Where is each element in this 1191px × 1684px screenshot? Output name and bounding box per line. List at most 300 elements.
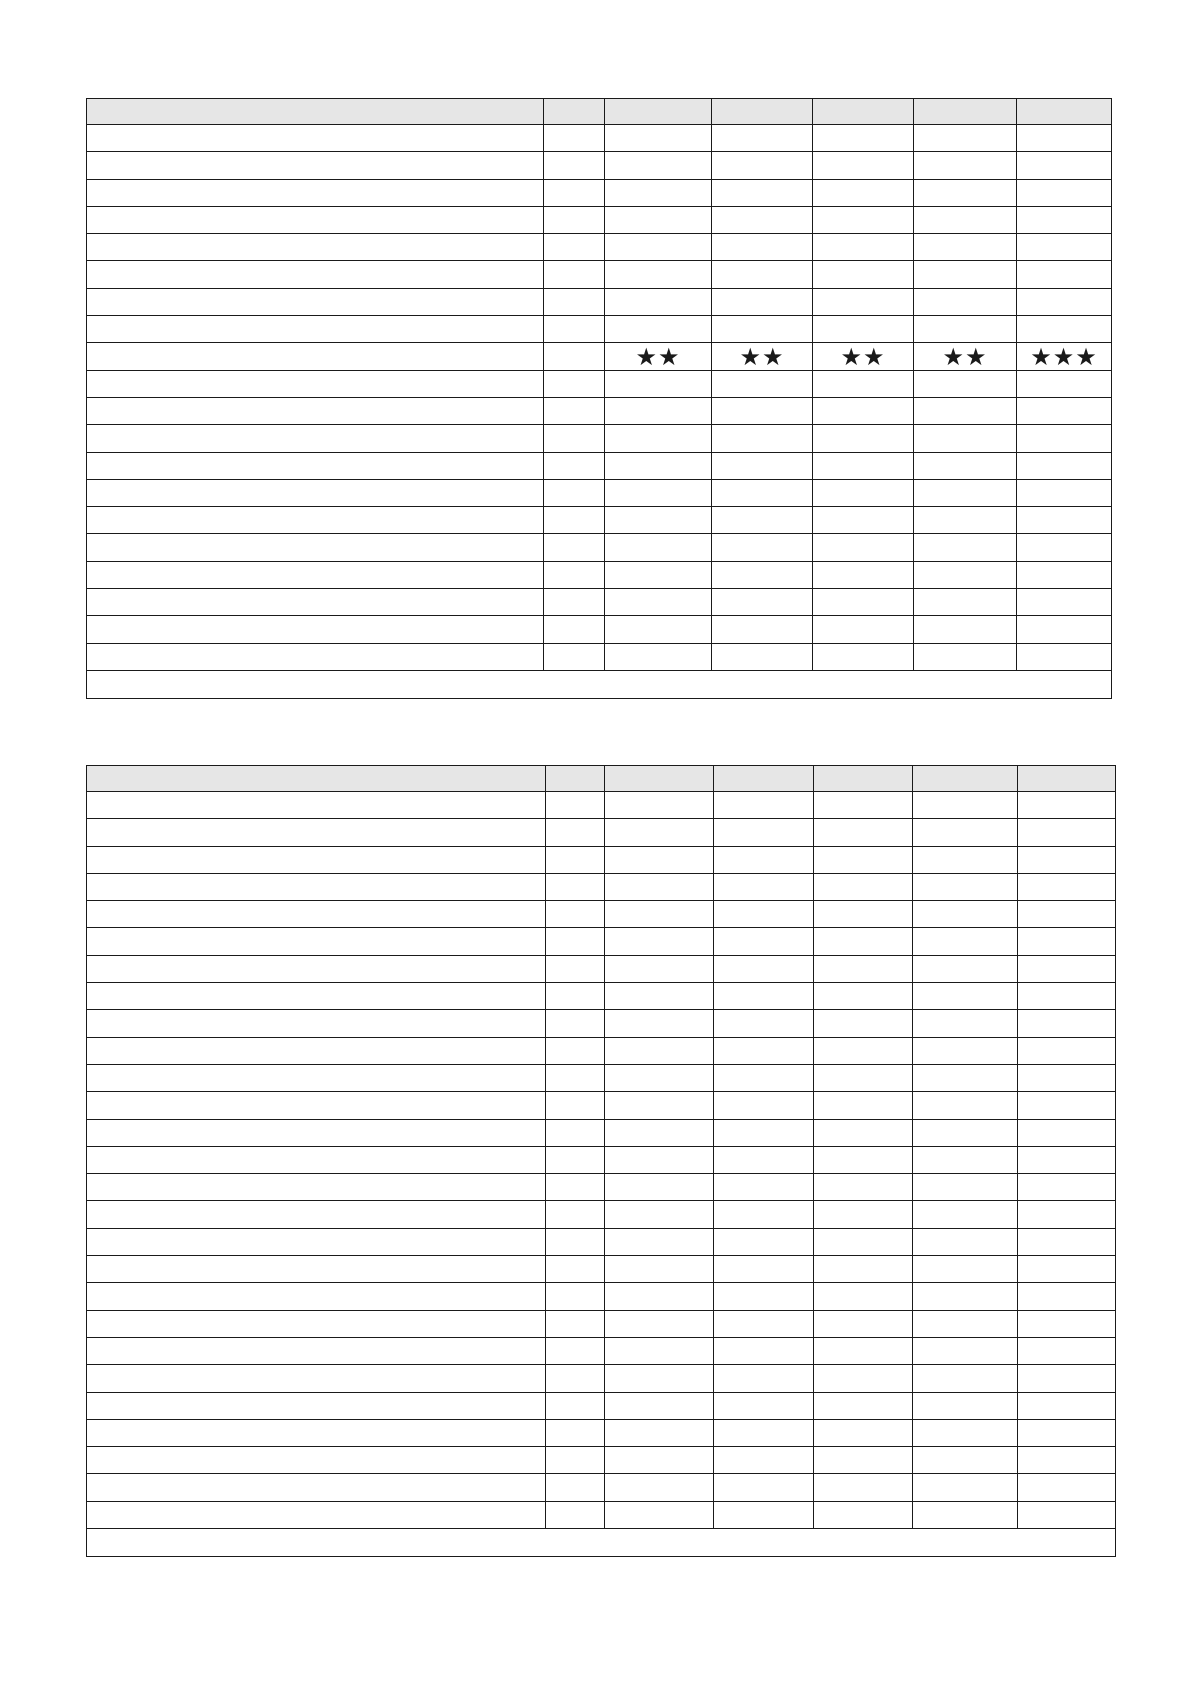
table-cell[interactable]	[605, 901, 714, 928]
table-cell[interactable]	[813, 616, 914, 643]
table-cell[interactable]	[87, 234, 544, 261]
table-cell[interactable]	[714, 1174, 814, 1201]
table-cell[interactable]	[814, 1174, 913, 1201]
table-cell[interactable]	[605, 955, 714, 982]
table-cell[interactable]	[546, 1310, 605, 1337]
table-cell[interactable]	[914, 616, 1017, 643]
table-cell[interactable]	[914, 589, 1017, 616]
table-cell[interactable]	[714, 1119, 814, 1146]
table-cell[interactable]	[87, 1010, 546, 1037]
table-cell[interactable]	[544, 561, 605, 588]
table-cell[interactable]	[814, 1474, 913, 1501]
table-cell[interactable]	[814, 1283, 913, 1310]
table-cell[interactable]	[714, 1337, 814, 1364]
table-cell[interactable]	[813, 343, 914, 370]
table-cell[interactable]	[605, 1228, 714, 1255]
table-cell[interactable]	[714, 1146, 814, 1173]
table-cell[interactable]	[1018, 819, 1116, 846]
table-cell[interactable]	[1018, 1392, 1116, 1419]
table-cell[interactable]	[714, 983, 814, 1010]
table-cell[interactable]	[544, 261, 605, 288]
table-cell[interactable]	[87, 1174, 546, 1201]
table-cell[interactable]	[605, 873, 714, 900]
table-cell[interactable]	[714, 1419, 814, 1446]
table-cell[interactable]	[605, 125, 712, 152]
table-cell[interactable]	[87, 561, 544, 588]
table-cell[interactable]	[714, 1228, 814, 1255]
table-cell[interactable]	[913, 1010, 1018, 1037]
table-cell[interactable]	[914, 316, 1017, 343]
table-cell[interactable]	[914, 288, 1017, 315]
table-cell[interactable]	[605, 234, 712, 261]
table-cell[interactable]	[605, 1447, 714, 1474]
table-cell[interactable]	[546, 1501, 605, 1528]
table-cell[interactable]	[544, 534, 605, 561]
table-cell[interactable]	[1018, 1119, 1116, 1146]
table-cell[interactable]	[914, 261, 1017, 288]
table-cell[interactable]	[913, 1037, 1018, 1064]
table-cell[interactable]	[87, 1256, 546, 1283]
table-cell[interactable]	[605, 261, 712, 288]
table-cell[interactable]	[814, 1037, 913, 1064]
table-cell[interactable]	[544, 370, 605, 397]
footer-cell[interactable]	[87, 1529, 1116, 1557]
table-cell[interactable]	[913, 1501, 1018, 1528]
table-cell[interactable]	[544, 452, 605, 479]
table-cell[interactable]	[913, 1337, 1018, 1364]
table-cell[interactable]	[714, 873, 814, 900]
table-cell[interactable]	[913, 819, 1018, 846]
table-cell[interactable]	[913, 1201, 1018, 1228]
table-cell[interactable]	[1017, 397, 1112, 424]
table-cell[interactable]	[813, 397, 914, 424]
table-cell[interactable]	[87, 1310, 546, 1337]
table-cell[interactable]	[605, 370, 712, 397]
table-cell[interactable]	[87, 1201, 546, 1228]
table-cell[interactable]	[913, 901, 1018, 928]
table-cell[interactable]	[814, 1228, 913, 1255]
table-cell[interactable]	[87, 928, 546, 955]
table-cell[interactable]	[914, 534, 1017, 561]
table-cell[interactable]	[712, 616, 813, 643]
table-cell[interactable]	[1018, 1283, 1116, 1310]
table-cell[interactable]	[87, 1064, 546, 1091]
table-cell[interactable]	[914, 125, 1017, 152]
table-cell[interactable]	[1018, 1337, 1116, 1364]
table-cell[interactable]	[913, 1228, 1018, 1255]
table-cell[interactable]	[714, 846, 814, 873]
table-cell[interactable]	[1018, 1419, 1116, 1446]
table-cell[interactable]	[1018, 1010, 1116, 1037]
table-cell[interactable]	[605, 643, 712, 670]
table-cell[interactable]	[546, 1283, 605, 1310]
table-cell[interactable]	[813, 316, 914, 343]
table-cell[interactable]	[87, 370, 544, 397]
table-cell[interactable]	[712, 152, 813, 179]
table-cell[interactable]	[87, 1501, 546, 1528]
table-cell[interactable]	[914, 643, 1017, 670]
table-cell[interactable]	[913, 1447, 1018, 1474]
table-cell[interactable]	[813, 507, 914, 534]
table-cell[interactable]	[87, 316, 544, 343]
table-cell[interactable]	[605, 534, 712, 561]
table-cell[interactable]	[87, 1419, 546, 1446]
table-cell[interactable]	[814, 1310, 913, 1337]
table-cell[interactable]	[1018, 1501, 1116, 1528]
table-cell[interactable]	[813, 643, 914, 670]
table-cell[interactable]	[544, 643, 605, 670]
table-cell[interactable]	[87, 1146, 546, 1173]
table-cell[interactable]	[1018, 792, 1116, 819]
table-cell[interactable]	[1018, 1228, 1116, 1255]
table-cell[interactable]	[87, 288, 544, 315]
table-cell[interactable]	[1017, 479, 1112, 506]
table-cell[interactable]	[813, 534, 914, 561]
table-cell[interactable]	[605, 819, 714, 846]
table-cell[interactable]	[605, 397, 712, 424]
table-cell[interactable]	[914, 152, 1017, 179]
table-cell[interactable]	[913, 1310, 1018, 1337]
table-cell[interactable]	[605, 152, 712, 179]
table-cell[interactable]	[1018, 873, 1116, 900]
table-cell[interactable]	[87, 873, 546, 900]
table-cell[interactable]	[605, 1310, 714, 1337]
table-cell[interactable]	[605, 616, 712, 643]
table-cell[interactable]	[605, 343, 712, 370]
table-cell[interactable]	[546, 1201, 605, 1228]
table-cell[interactable]	[1017, 316, 1112, 343]
table-cell[interactable]	[87, 206, 544, 233]
table-cell[interactable]	[1017, 206, 1112, 233]
table-cell[interactable]	[913, 1146, 1018, 1173]
table-cell[interactable]	[546, 1037, 605, 1064]
table-cell[interactable]	[546, 901, 605, 928]
table-cell[interactable]	[87, 792, 546, 819]
table-cell[interactable]	[913, 1064, 1018, 1091]
table-cell[interactable]	[87, 1474, 546, 1501]
table-cell[interactable]	[546, 1064, 605, 1091]
table-cell[interactable]	[605, 589, 712, 616]
table-cell[interactable]	[1018, 1474, 1116, 1501]
table-cell[interactable]	[544, 206, 605, 233]
table-cell[interactable]	[87, 643, 544, 670]
table-cell[interactable]	[814, 819, 913, 846]
table-cell[interactable]	[913, 792, 1018, 819]
table-cell[interactable]	[714, 901, 814, 928]
table-cell[interactable]	[1017, 370, 1112, 397]
table-cell[interactable]	[544, 616, 605, 643]
table-cell[interactable]	[1018, 955, 1116, 982]
table-cell[interactable]	[605, 1337, 714, 1364]
table-cell[interactable]	[714, 1010, 814, 1037]
table-cell[interactable]	[714, 1474, 814, 1501]
table-cell[interactable]	[814, 1419, 913, 1446]
table-cell[interactable]	[544, 288, 605, 315]
table-cell[interactable]	[87, 507, 544, 534]
table-cell[interactable]	[712, 452, 813, 479]
table-cell[interactable]	[87, 955, 546, 982]
table-cell[interactable]	[712, 507, 813, 534]
table-cell[interactable]	[712, 316, 813, 343]
table-cell[interactable]	[714, 1283, 814, 1310]
table-cell[interactable]	[87, 152, 544, 179]
table-cell[interactable]	[714, 1064, 814, 1091]
table-cell[interactable]	[1018, 1310, 1116, 1337]
table-cell[interactable]	[87, 1283, 546, 1310]
table-cell[interactable]	[546, 955, 605, 982]
table-cell[interactable]	[712, 479, 813, 506]
table-cell[interactable]	[546, 792, 605, 819]
table-cell[interactable]	[1017, 125, 1112, 152]
table-cell[interactable]	[712, 370, 813, 397]
table-cell[interactable]	[1018, 846, 1116, 873]
table-cell[interactable]	[605, 792, 714, 819]
table-cell[interactable]	[813, 288, 914, 315]
table-cell[interactable]	[546, 1365, 605, 1392]
table-cell[interactable]	[1018, 1037, 1116, 1064]
table-cell[interactable]	[813, 561, 914, 588]
table-cell[interactable]	[714, 1501, 814, 1528]
table-cell[interactable]	[544, 479, 605, 506]
table-cell[interactable]	[712, 397, 813, 424]
table-cell[interactable]	[914, 397, 1017, 424]
table-cell[interactable]	[913, 873, 1018, 900]
table-cell[interactable]	[605, 479, 712, 506]
table-cell[interactable]	[712, 288, 813, 315]
table-cell[interactable]	[605, 1146, 714, 1173]
table-cell[interactable]	[712, 561, 813, 588]
table-cell[interactable]	[814, 873, 913, 900]
table-cell[interactable]	[814, 1447, 913, 1474]
table-cell[interactable]	[714, 928, 814, 955]
table-cell[interactable]	[605, 1201, 714, 1228]
table-cell[interactable]	[87, 616, 544, 643]
table-cell[interactable]	[813, 479, 914, 506]
table-cell[interactable]	[814, 901, 913, 928]
table-cell[interactable]	[87, 534, 544, 561]
table-cell[interactable]	[87, 479, 544, 506]
table-cell[interactable]	[714, 955, 814, 982]
table-cell[interactable]	[546, 1337, 605, 1364]
table-cell[interactable]	[712, 589, 813, 616]
table-cell[interactable]	[1017, 152, 1112, 179]
table-cell[interactable]	[605, 1174, 714, 1201]
table-cell[interactable]	[1017, 288, 1112, 315]
table-cell[interactable]	[1017, 616, 1112, 643]
table-cell[interactable]	[87, 983, 546, 1010]
table-cell[interactable]	[814, 1337, 913, 1364]
table-cell[interactable]	[813, 152, 914, 179]
table-cell[interactable]	[714, 1201, 814, 1228]
table-cell[interactable]	[913, 1174, 1018, 1201]
table-cell[interactable]	[544, 125, 605, 152]
table-cell[interactable]	[1017, 179, 1112, 206]
table-cell[interactable]	[814, 1201, 913, 1228]
table-cell[interactable]	[714, 1092, 814, 1119]
table-cell[interactable]	[1018, 1092, 1116, 1119]
table-cell[interactable]	[1017, 561, 1112, 588]
table-cell[interactable]	[546, 1392, 605, 1419]
table-cell[interactable]	[546, 1174, 605, 1201]
table-cell[interactable]	[913, 1092, 1018, 1119]
table-cell[interactable]	[913, 928, 1018, 955]
table-cell[interactable]	[87, 1228, 546, 1255]
table-cell[interactable]	[605, 1501, 714, 1528]
table-cell[interactable]	[87, 1337, 546, 1364]
table-cell[interactable]	[605, 1365, 714, 1392]
table-cell[interactable]	[605, 928, 714, 955]
table-cell[interactable]	[546, 1474, 605, 1501]
table-cell[interactable]	[544, 179, 605, 206]
table-cell[interactable]	[914, 452, 1017, 479]
table-cell[interactable]	[914, 343, 1017, 370]
table-cell[interactable]	[913, 1256, 1018, 1283]
table-cell[interactable]	[814, 1256, 913, 1283]
table-cell[interactable]	[546, 846, 605, 873]
table-cell[interactable]	[913, 955, 1018, 982]
table-cell[interactable]	[1017, 589, 1112, 616]
table-cell[interactable]	[1018, 1146, 1116, 1173]
table-cell[interactable]	[546, 1419, 605, 1446]
table-cell[interactable]	[712, 534, 813, 561]
table-cell[interactable]	[544, 152, 605, 179]
table-cell[interactable]	[605, 1037, 714, 1064]
table-cell[interactable]	[712, 179, 813, 206]
table-cell[interactable]	[914, 179, 1017, 206]
table-cell[interactable]	[87, 452, 544, 479]
table-cell[interactable]	[546, 928, 605, 955]
table-cell[interactable]	[1017, 507, 1112, 534]
table-cell[interactable]	[914, 206, 1017, 233]
table-cell[interactable]	[913, 1283, 1018, 1310]
table-cell[interactable]	[546, 1447, 605, 1474]
table-cell[interactable]	[1018, 1256, 1116, 1283]
table-cell[interactable]	[605, 1256, 714, 1283]
table-cell[interactable]	[913, 846, 1018, 873]
table-cell[interactable]	[814, 1064, 913, 1091]
table-cell[interactable]	[87, 1092, 546, 1119]
table-cell[interactable]	[1018, 1201, 1116, 1228]
table-cell[interactable]	[546, 1010, 605, 1037]
table-cell[interactable]	[712, 343, 813, 370]
table-cell[interactable]	[544, 397, 605, 424]
table-cell[interactable]	[814, 1010, 913, 1037]
table-cell[interactable]	[544, 507, 605, 534]
table-cell[interactable]	[605, 179, 712, 206]
table-cell[interactable]	[605, 507, 712, 534]
table-cell[interactable]	[814, 1501, 913, 1528]
table-cell[interactable]	[1018, 983, 1116, 1010]
table-cell[interactable]	[914, 370, 1017, 397]
table-cell[interactable]	[1017, 261, 1112, 288]
table-cell[interactable]	[87, 1365, 546, 1392]
table-cell[interactable]	[814, 928, 913, 955]
table-cell[interactable]	[546, 983, 605, 1010]
table-cell[interactable]	[544, 589, 605, 616]
table-cell[interactable]	[546, 1146, 605, 1173]
table-cell[interactable]	[544, 425, 605, 452]
table-cell[interactable]	[814, 1365, 913, 1392]
table-cell[interactable]	[87, 589, 544, 616]
table-cell[interactable]	[914, 234, 1017, 261]
table-cell[interactable]	[813, 370, 914, 397]
table-cell[interactable]	[714, 1447, 814, 1474]
table-cell[interactable]	[546, 1256, 605, 1283]
table-cell[interactable]	[1018, 1064, 1116, 1091]
table-cell[interactable]	[712, 261, 813, 288]
table-cell[interactable]	[1017, 234, 1112, 261]
table-cell[interactable]	[546, 819, 605, 846]
table-cell[interactable]	[813, 425, 914, 452]
table-cell[interactable]	[712, 206, 813, 233]
table-cell[interactable]	[87, 1037, 546, 1064]
table-cell[interactable]	[87, 819, 546, 846]
table-cell[interactable]	[813, 452, 914, 479]
table-cell[interactable]	[87, 901, 546, 928]
table-cell[interactable]	[714, 1310, 814, 1337]
table-cell[interactable]	[1018, 901, 1116, 928]
table-cell[interactable]	[1018, 1447, 1116, 1474]
table-cell[interactable]	[87, 397, 544, 424]
table-cell[interactable]	[813, 261, 914, 288]
table-cell[interactable]	[605, 452, 712, 479]
table-cell[interactable]	[714, 1392, 814, 1419]
table-cell[interactable]	[712, 234, 813, 261]
table-cell[interactable]	[605, 983, 714, 1010]
table-cell[interactable]	[813, 589, 914, 616]
table-cell[interactable]	[714, 792, 814, 819]
table-cell[interactable]	[1018, 928, 1116, 955]
table-cell[interactable]	[87, 179, 544, 206]
table-cell[interactable]	[814, 1092, 913, 1119]
table-cell[interactable]	[814, 792, 913, 819]
table-cell[interactable]	[913, 1392, 1018, 1419]
table-cell[interactable]	[1018, 1365, 1116, 1392]
table-cell[interactable]	[605, 1092, 714, 1119]
table-cell[interactable]	[87, 846, 546, 873]
table-cell[interactable]	[605, 316, 712, 343]
table-cell[interactable]	[605, 425, 712, 452]
table-cell[interactable]	[605, 1064, 714, 1091]
table-cell[interactable]	[87, 425, 544, 452]
table-cell[interactable]	[913, 1119, 1018, 1146]
table-cell[interactable]	[605, 1119, 714, 1146]
table-cell[interactable]	[1017, 643, 1112, 670]
table-cell[interactable]	[544, 343, 605, 370]
table-cell[interactable]	[544, 316, 605, 343]
table-cell[interactable]	[813, 179, 914, 206]
table-cell[interactable]	[546, 1228, 605, 1255]
table-cell[interactable]	[605, 561, 712, 588]
table-cell[interactable]	[1017, 534, 1112, 561]
table-cell[interactable]	[1017, 452, 1112, 479]
table-cell[interactable]	[712, 643, 813, 670]
table-cell[interactable]	[813, 234, 914, 261]
table-cell[interactable]	[544, 234, 605, 261]
table-cell[interactable]	[605, 288, 712, 315]
table-cell[interactable]	[546, 873, 605, 900]
footer-cell[interactable]	[87, 670, 1112, 698]
table-cell[interactable]	[714, 1256, 814, 1283]
table-cell[interactable]	[87, 261, 544, 288]
table-cell[interactable]	[1017, 343, 1112, 370]
table-cell[interactable]	[605, 1474, 714, 1501]
table-cell[interactable]	[914, 425, 1017, 452]
table-cell[interactable]	[913, 1365, 1018, 1392]
table-cell[interactable]	[814, 1146, 913, 1173]
table-cell[interactable]	[712, 425, 813, 452]
table-cell[interactable]	[914, 507, 1017, 534]
